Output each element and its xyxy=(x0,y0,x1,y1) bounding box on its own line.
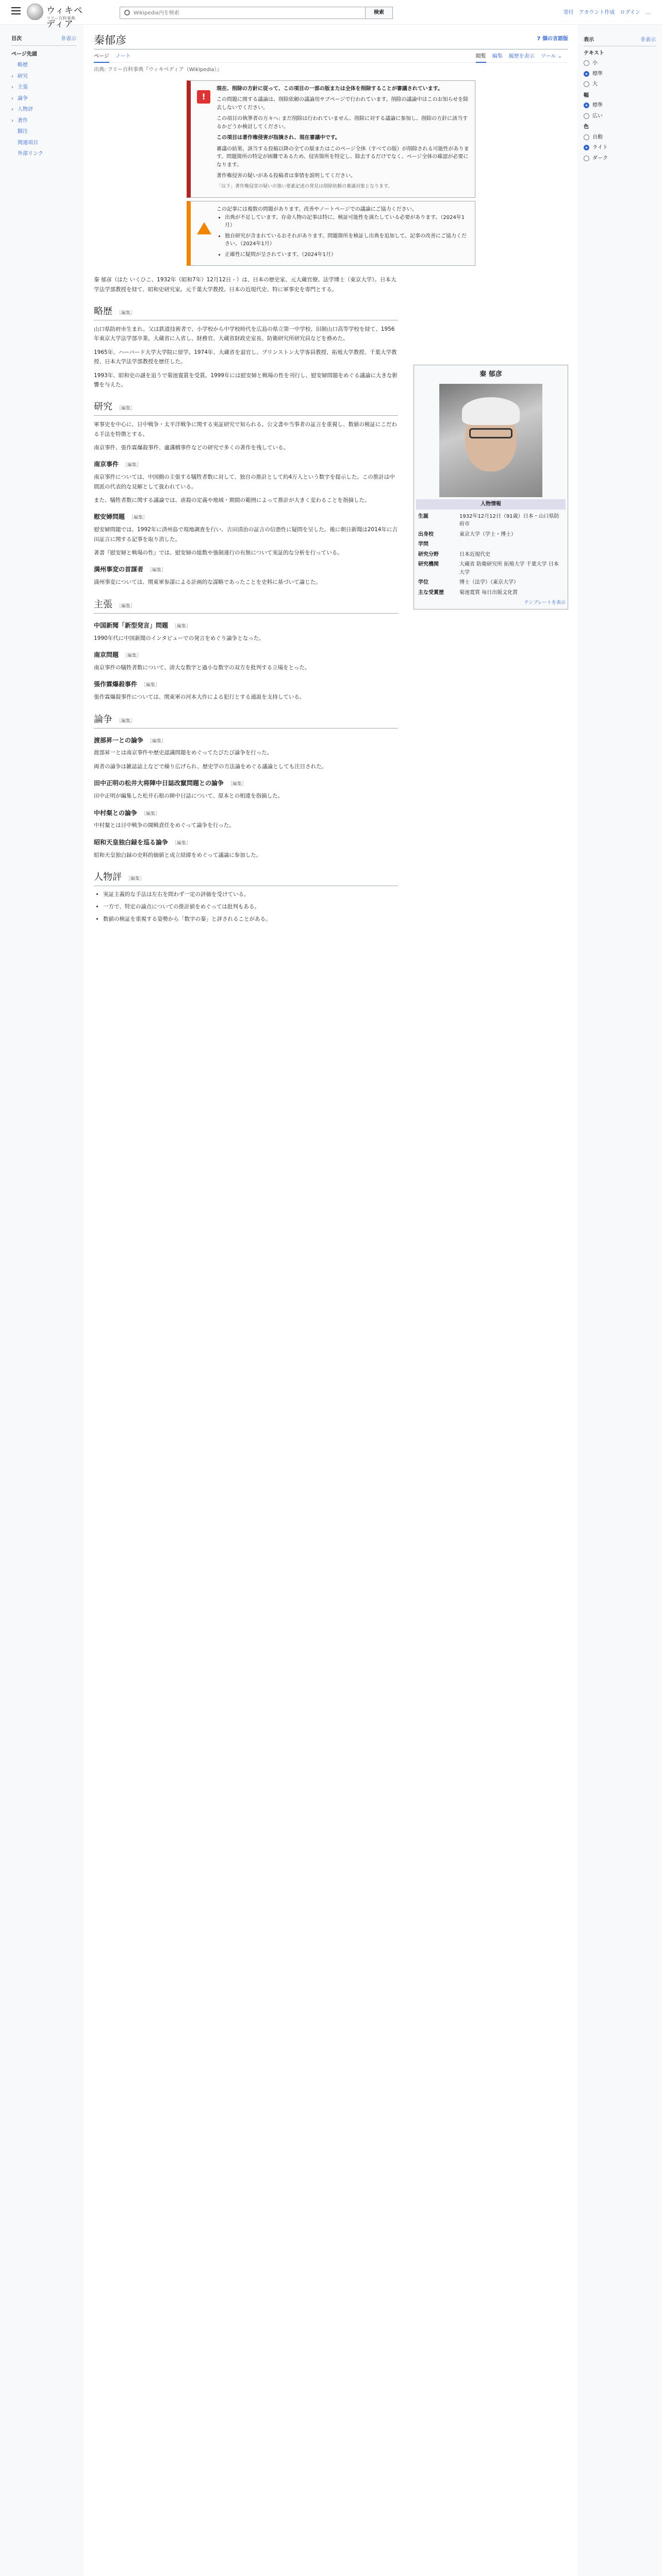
deletion-notice xyxy=(187,80,475,198)
list-item: • 一方で、特定の論点についての推計値をめぐっては批判もある。 xyxy=(103,903,398,912)
infobox-value: 博士（法学）（東京大学） xyxy=(459,580,519,586)
edit-section-link[interactable]: ［編集］ xyxy=(228,782,247,787)
option-label: ライト xyxy=(592,145,608,150)
paragraph: 張作霖爆殺事件については、関東軍の河本大作による犯行とする通説を支持している。 xyxy=(94,694,305,701)
radio-button[interactable] xyxy=(584,145,589,150)
appearance-hide-button[interactable]: 非表示 xyxy=(640,37,656,43)
toc-item[interactable]: › 主張 xyxy=(11,82,76,93)
issue-item: • 正確性に疑問が呈されています。（2024年1月） xyxy=(225,251,470,259)
radio-button[interactable] xyxy=(584,113,589,119)
site-header xyxy=(0,0,662,30)
option-label: 標準 xyxy=(592,103,603,108)
section-title: 略歴 xyxy=(94,306,112,317)
bullet-list xyxy=(103,890,398,924)
edit-section-link[interactable]: ［編集］ xyxy=(172,840,191,846)
option-label: 自動 xyxy=(592,134,603,140)
main-menu-button[interactable] xyxy=(11,7,21,14)
infobox-row xyxy=(416,560,566,578)
toc-item[interactable]: 略歴 xyxy=(18,62,28,68)
tab-1[interactable]: ノート xyxy=(115,54,131,59)
infobox-label: 主な受賞歴 xyxy=(418,589,444,596)
appearance-option[interactable] xyxy=(584,80,656,89)
lead-paragraph: 秦 郁彦（はた いくひこ、1932年（昭和7年）12月12日 - ）は、日本の歴史家、元大蔵官僚。法学博士（東京大学）。日本大学法学部教授を経て、昭和史研究家。元千葉大学教授。日本の近現代史、特に軍事史を専門とする。 xyxy=(94,277,396,293)
infobox-row xyxy=(416,550,566,560)
paragraph: 昭和天皇独白録の史料的価値と成立経緯をめぐって議論に参加した。 xyxy=(94,852,262,858)
notice-text: 現在、削除の方針に従って、この項目の一部の版または全体を削除することが審議されています。 xyxy=(217,86,443,92)
subsection-title: 田中正明の松井大将陣中日誌改竄問題との論争 xyxy=(94,779,224,787)
appearance-option[interactable] xyxy=(584,112,656,121)
edit-section-link[interactable]: ［編集］ xyxy=(117,603,136,609)
main-content xyxy=(84,25,577,2576)
appearance-title: 表示 xyxy=(584,37,594,43)
appearance-panel xyxy=(584,36,656,165)
template-link[interactable]: テンプレートを表示 xyxy=(524,600,566,606)
paragraph: 両者の論争は雑誌誌上などで繰り広げられ、歴史学の方法論をめぐる議論としても注目された。 xyxy=(94,763,327,770)
toc-item[interactable]: › 論争 xyxy=(11,93,76,105)
section-title: 研究 xyxy=(94,401,112,413)
infobox-label: 学問 xyxy=(418,541,428,548)
edit-section-link[interactable]: ［編集］ xyxy=(123,653,142,658)
paragraph: また、犠牲者数に関する議論では、虐殺の定義や地域・期間の範囲によって推計が大きく変わることを指摘した。 xyxy=(94,497,370,504)
tab-0[interactable]: ページ xyxy=(94,54,109,63)
paragraph: 著書『慰安婦と戦場の性』では、慰安婦の総数や強制連行の有無について実証的な分析を行っている。 xyxy=(94,550,343,556)
subsection-heading xyxy=(94,621,398,631)
toc-item[interactable]: 関連項目 xyxy=(18,140,38,146)
issue-item: • 独自研究が含まれているおそれがあります。問題箇所を検証し出典を追加して、記事の改善にご協力ください。（2024年1月） xyxy=(225,232,470,248)
subsection-heading xyxy=(94,650,398,660)
infobox-label: 出身校 xyxy=(418,531,434,537)
edit-section-link[interactable]: ［編集］ xyxy=(126,876,145,882)
paragraph: 慰安婦問題では、1992年に済州島で現地調査を行い、吉田清治の証言の信憑性に疑問を呈した。後に朝日新聞は2014年に吉田証言に関する記事を取り消した。 xyxy=(94,527,398,543)
appearance-option[interactable] xyxy=(584,144,656,152)
edit-section-link[interactable]: ［編集］ xyxy=(117,311,136,316)
toc-item[interactable]: › 著作 xyxy=(11,115,76,127)
appearance-header xyxy=(584,36,656,46)
infobox-label: 生誕 xyxy=(418,513,428,519)
section-heading xyxy=(94,400,398,416)
issue-item: • 出典が不足しています。存命人物の記事は特に、検証可能性を満たしている必要があります。（2024年1月） xyxy=(225,214,470,230)
subsection-title: 中村粲との論争 xyxy=(94,809,138,817)
radio-button[interactable] xyxy=(584,156,589,161)
list-item: • 実証主義的な手法は左右を問わず一定の評価を受けている。 xyxy=(103,890,398,900)
globe-icon xyxy=(27,4,43,20)
edit-section-link[interactable]: ［編集］ xyxy=(123,463,142,468)
subsection-heading xyxy=(94,512,398,522)
option-label: 大 xyxy=(592,81,598,87)
subsection-title: 渡部昇一との論争 xyxy=(94,736,144,744)
appearance-option[interactable] xyxy=(584,70,656,78)
article-body xyxy=(94,275,398,924)
edit-section-link[interactable]: ［編集］ xyxy=(117,406,136,412)
infobox-section-head: 人物情報 xyxy=(416,499,566,510)
notice-text: この項目は著作権侵害が指摘され、現在審議中です。 xyxy=(217,135,340,141)
paragraph: 渡部昇一とは南京事件や歴史認識問題をめぐってたびたび論争を行った。 xyxy=(94,750,273,756)
section-heading xyxy=(94,870,398,886)
option-label: 小 xyxy=(592,60,598,66)
radio-button[interactable] xyxy=(584,71,589,77)
toc-item[interactable]: 脚注 xyxy=(18,129,28,134)
subsection-heading xyxy=(94,460,398,469)
subsection-title: 慰安婦問題 xyxy=(94,513,125,521)
appearance-option[interactable] xyxy=(584,101,656,110)
infobox xyxy=(413,365,568,609)
infobox-row xyxy=(416,530,566,540)
appearance-option[interactable] xyxy=(584,155,656,163)
portrait-image[interactable] xyxy=(439,384,542,497)
option-label: ダーク xyxy=(592,155,608,161)
radio-button[interactable] xyxy=(584,103,589,108)
radio-button[interactable] xyxy=(584,60,589,66)
section-heading xyxy=(94,304,398,320)
action-tab[interactable]: 編集 xyxy=(492,54,503,59)
user-link[interactable]: 寄付 xyxy=(563,10,574,15)
infobox-value: 菊池寛賞 毎日出版文化賞 xyxy=(459,589,518,596)
section-title: 主張 xyxy=(94,599,112,610)
paragraph: 1993年、昭和史の謎を追うで菊池寛賞を受賞。1999年には慰安婦と戦場の性を刊行し、慰安婦問題をめぐる議論に大きな影響を与えた。 xyxy=(94,372,398,388)
edit-section-link[interactable]: ［編集］ xyxy=(147,568,167,573)
toc-item[interactable]: ページ先頭 xyxy=(11,51,37,57)
subsection-heading xyxy=(94,808,398,818)
subsection-title: 張作霖爆殺事件 xyxy=(94,681,138,688)
site-name: ウィキペディア xyxy=(46,6,83,30)
subsection-heading xyxy=(94,778,398,788)
subsection-title: 昭和天皇独白録を巡る論争 xyxy=(94,838,169,846)
subsection-heading xyxy=(94,838,398,848)
user-link[interactable]: … xyxy=(646,10,651,15)
infobox-label: 研究機関 xyxy=(418,562,439,568)
multiple-issues-notice xyxy=(187,201,475,266)
paragraph: 1965年、ハーバード大学大学院に留学。1974年、大蔵省を退官し、プリンストン大学客員教授、拓殖大学教授、千葉大学教授、日本大学法学部教授を歴任した。 xyxy=(94,349,397,365)
from-wikipedia: 出典: フリー百科事典『ウィキペディア（Wikipedia）』 xyxy=(94,67,222,73)
section-heading xyxy=(94,598,398,614)
infobox-value xyxy=(457,539,566,550)
notice-text: 「以下」著作権侵害の疑いの強い要素記述の発見は削除依頼の審議対象となります。 xyxy=(217,183,393,189)
appearance-group-label: 幅 xyxy=(584,92,589,98)
infobox-label: 研究分野 xyxy=(418,551,439,557)
notice-text: 著作権侵害の疑いがある投稿者は事情を説明してください。 xyxy=(217,173,356,179)
notice-text: この記事には複数の問題があります。改善やノートページでの議論にご協力ください。 xyxy=(217,207,417,213)
edit-section-link[interactable]: ［編集］ xyxy=(172,623,191,629)
infobox-value: 大蔵省 防衛研究所 拓殖大学 千葉大学 日本大学 xyxy=(459,562,559,575)
edit-section-link[interactable]: ［編集］ xyxy=(141,811,160,817)
infobox-value: 1932年12月12日（91歳）日本・山口県防府市 xyxy=(459,513,559,528)
action-tab[interactable]: ツール ⌄ xyxy=(540,54,562,59)
paragraph: 南京事件については、中国側の主張する犠牲者数に対して、独自の推計として約4万人という数字を提示した。この推計は中間派の代表的な見解として扱われている。 xyxy=(94,474,395,490)
appearance-option[interactable] xyxy=(584,133,656,142)
radio-button[interactable] xyxy=(584,134,589,140)
subsection-title: 南京事件 xyxy=(94,461,119,468)
edit-section-link[interactable]: ［編集］ xyxy=(147,738,167,744)
infobox-row xyxy=(416,512,566,530)
paragraph: 南京事件の犠牲者数について、誇大な数字と過小な数字の双方を批判する立場をとった。 xyxy=(94,664,310,671)
paragraph: 山口県防府市生まれ。父は鉄道技術者で、小学校から中学校時代を広島の県立第一中学校、旧制山口高等学校を経て、1956年東京大学法学部卒業。大蔵省に入省し、財務官、大蔵省財政史室長、防衛研究所研究員などを務めた。 xyxy=(94,326,395,342)
wikipedia-logo[interactable] xyxy=(27,3,89,30)
radio-button[interactable] xyxy=(584,81,589,87)
notice-text: この問題に関する議論は、削除依頼の議論用サブページで行われています。削除の議論中はこのお知らせを除去しないでください。 xyxy=(217,97,469,111)
search-box xyxy=(120,7,393,19)
search-button[interactable]: 検索 xyxy=(365,7,393,19)
subsection-heading xyxy=(94,680,398,689)
infobox-label: 学位 xyxy=(418,580,428,586)
notice-text: 審議の結果、該当する投稿以降の全ての版またはこのページ全体（すべての版）が削除される可能性があります。問題箇所の特定が困難であるため、侵害箇所を特定し、除去するだけでなく、ページ全体の確認が必要になります。 xyxy=(217,146,469,168)
page-tabs xyxy=(94,49,568,63)
alert-icon: ! xyxy=(197,90,210,104)
infobox-value: 東京大学（学士・博士） xyxy=(459,531,516,537)
subsection-title: 満州事変の首謀者 xyxy=(94,566,144,573)
infobox-value: 日本近現代史 xyxy=(459,551,490,557)
title-row xyxy=(94,32,568,49)
appearance-group-label: テキスト xyxy=(584,50,604,56)
toc-hide-button[interactable]: 非表示 xyxy=(61,36,76,42)
edit-section-link[interactable]: ［編集］ xyxy=(141,683,160,688)
paragraph: 中村粲とは日中戦争の開戦責任をめぐって論争を行った。 xyxy=(94,822,235,829)
page-title: 秦郁彦 xyxy=(94,34,126,46)
paragraph: 田中正明が編集した松井石根の陣中日誌について、原本との相違を指摘した。 xyxy=(94,793,284,800)
action-tab[interactable]: 履歴を表示 xyxy=(508,54,535,59)
toc-title: 目次 xyxy=(11,36,22,42)
toc-sidebar xyxy=(0,25,82,160)
infobox-row xyxy=(416,578,566,588)
site-tagline: フリー百科事典 xyxy=(46,16,75,21)
option-label: 広い xyxy=(592,113,603,119)
warning-icon xyxy=(197,222,211,234)
section-title: 人物評 xyxy=(94,872,122,883)
infobox-row xyxy=(416,588,566,598)
edit-section-link[interactable]: ［編集］ xyxy=(129,515,148,521)
section-title: 論争 xyxy=(94,714,112,725)
action-tab[interactable]: 閲覧 xyxy=(476,54,486,63)
toc-item[interactable]: 外部リンク xyxy=(18,151,43,157)
toc-header xyxy=(11,35,76,46)
option-label: 標準 xyxy=(592,71,603,77)
paragraph: 軍事史を中心に、日中戦争・太平洋戦争に関する実証研究で知られる。公文書や当事者の証言を重視し、数値の検証にこだわる手法を特徴とする。 xyxy=(94,421,397,437)
list-item: • 数値の検証を重視する姿勢から「数字の秦」と評されることがある。 xyxy=(103,915,398,924)
appearance-group-label: 色 xyxy=(584,124,589,130)
language-button[interactable]: 7 個の言語版 xyxy=(537,36,568,42)
notice-text: この項目の執筆者の方々へ: まだ削除は行われていません。削除に対する議論に参加し、削除の方針に該当するかどうか検討してください。 xyxy=(217,116,468,130)
section-heading xyxy=(94,713,398,728)
search-input[interactable] xyxy=(134,9,350,17)
toc-item[interactable]: › 人物評 xyxy=(11,104,76,115)
paragraph: 1990年代に中国新聞のインタビューでの発言をめぐり論争となった。 xyxy=(94,635,264,641)
subsection-title: 南京問題 xyxy=(94,651,119,658)
subsection-title: 中国新聞「新型発言」問題 xyxy=(94,621,169,629)
appearance-option[interactable] xyxy=(584,59,656,67)
toc-item[interactable]: › 研究 xyxy=(11,71,76,82)
user-links xyxy=(558,9,651,17)
user-link[interactable]: アカウント作成 xyxy=(578,10,615,15)
infobox-title: 秦 郁彦 xyxy=(479,370,502,378)
edit-section-link[interactable]: ［編集］ xyxy=(117,718,136,724)
infobox-row xyxy=(416,539,566,550)
subsection-heading xyxy=(94,565,398,574)
user-link[interactable]: ログイン xyxy=(620,10,640,15)
search-icon xyxy=(124,10,130,15)
subsection-heading xyxy=(94,736,398,745)
paragraph: 南京事件、張作霖爆殺事件、盧溝橋事件などの研究で多くの著作を残している。 xyxy=(94,444,289,451)
paragraph: 満州事変については、関東軍参謀による計画的な謀略であったことを史料に基づいて論じた。 xyxy=(94,579,321,586)
